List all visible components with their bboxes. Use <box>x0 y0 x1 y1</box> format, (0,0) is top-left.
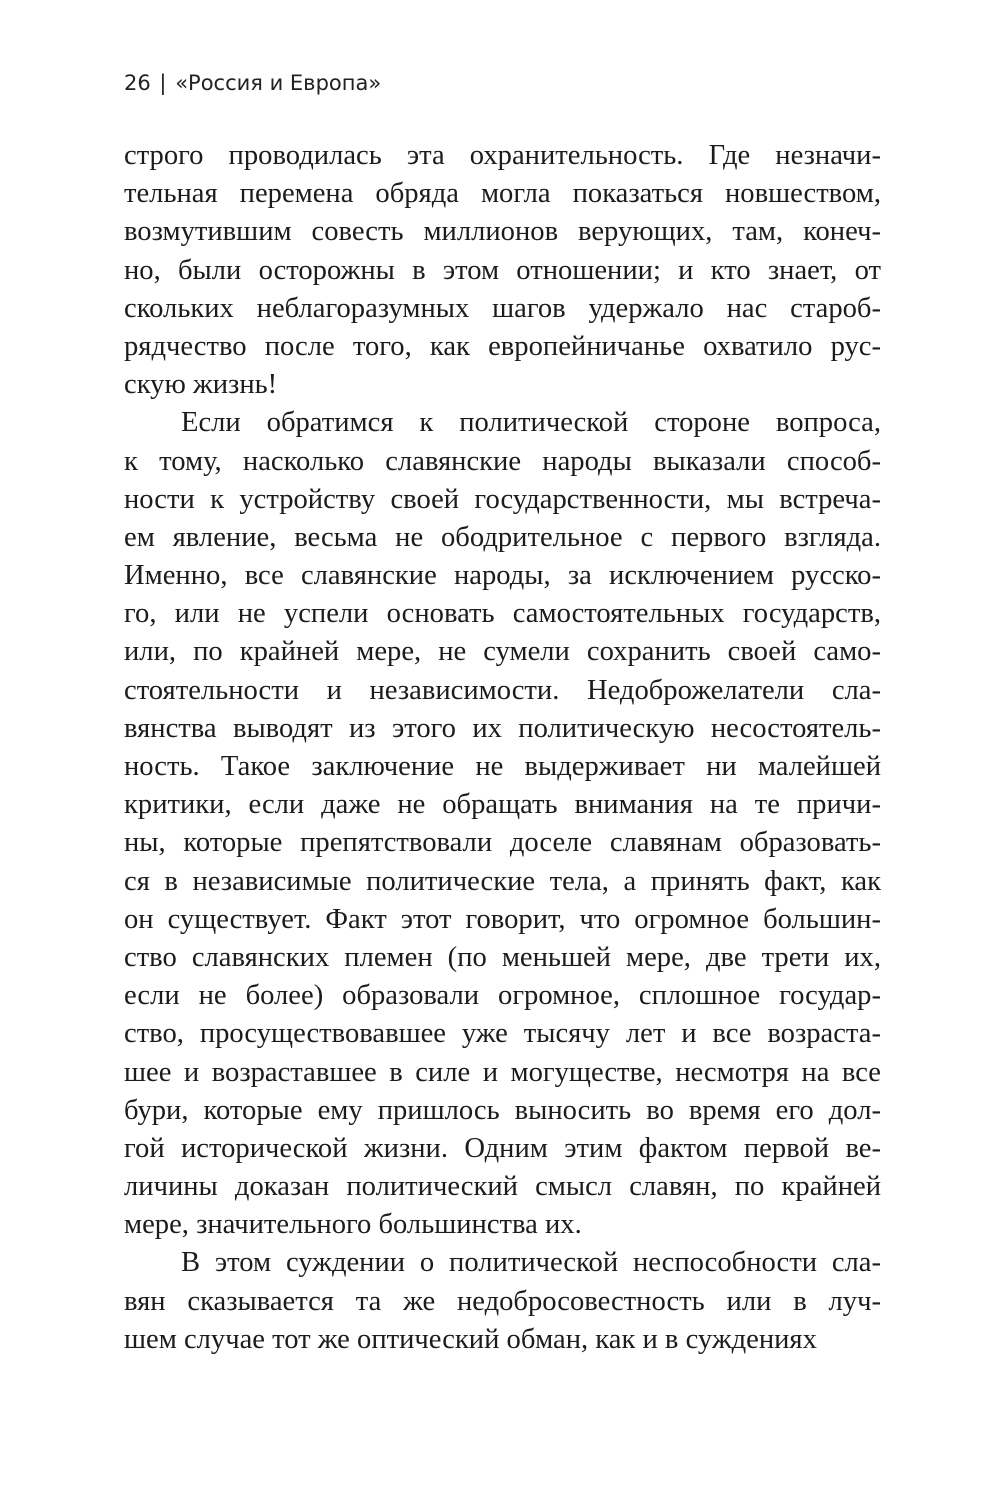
text-line: ны, которые препятствовали доселе славянам образовать- <box>124 827 881 859</box>
text-line: В этом суждении о политической неспособности сла- <box>181 1247 881 1279</box>
text-line: вян сказывается та же недобросовестность или в луч- <box>124 1285 881 1317</box>
paragraph <box>124 404 881 1244</box>
body-text <box>124 137 881 1359</box>
text-line: критики, если даже не обращать внимания на те причи- <box>124 789 881 821</box>
text-line: скую жизнь! <box>124 369 278 401</box>
paragraph <box>124 137 881 404</box>
text-line: ность. Такое заключение не выдерживает ни малейшей <box>124 751 881 782</box>
page-number: 26 <box>124 71 151 95</box>
text-line: или, по крайней мере, не сумели сохранить своей само- <box>124 636 881 668</box>
text-line: стоятельности и независимости. Недоброжелатели сла- <box>124 674 881 706</box>
text-line: к тому, насколько славянские народы выказали способ- <box>124 445 881 477</box>
text-line: скольких неблагоразумных шагов удержало нас староб- <box>124 292 881 324</box>
text-line: если не более) образовали огромное, сплошное государ- <box>124 980 881 1012</box>
text-line: тельная перемена обряда могла показаться новшеством, <box>124 178 881 210</box>
text-line: ство славянских племен (по меньшей мере, две трети их, <box>124 941 881 973</box>
text-line: го, или не успели основать самостоятельных государств, <box>124 598 881 630</box>
text-line: он существует. Факт этот говорит, что огромное большин- <box>124 903 881 935</box>
text-line: ем явление, весьма не ободрительное с первого взгляда. <box>124 521 881 553</box>
text-line: вянства выводят из этого их политическую несостоятель- <box>124 712 881 744</box>
book-title: «Россия и Европа» <box>175 71 382 95</box>
text-line: шем случае тот же оптический обман, как и в суждениях <box>124 1323 817 1355</box>
text-line: мере, значительного большинства их. <box>124 1209 582 1241</box>
text-line: личины доказан политический смысл славян, по крайней <box>124 1171 881 1203</box>
running-header <box>124 68 381 98</box>
text-line: возмутившим совесть миллионов верующих, там, конеч- <box>124 216 881 248</box>
text-line: строго проводилась эта охранительность. Где незначи- <box>124 140 881 171</box>
text-line: ся в независимые политические тела, а принять факт, как <box>124 865 881 897</box>
text-line: ности к устройству своей государственности, мы встреча- <box>124 483 881 515</box>
text-line: гой исторической жизни. Одним этим фактом первой ве- <box>124 1132 881 1164</box>
text-line: рядчество после того, как европейничанье охватило рус- <box>124 330 881 362</box>
text-line: Именно, все славянские народы, за исключением русско- <box>124 560 881 592</box>
paragraph <box>124 1244 881 1359</box>
text-line: шее и возраставшее в силе и могуществе, несмотря на все <box>124 1056 881 1088</box>
text-line: Если обратимся к политической стороне вопроса, <box>181 407 881 439</box>
text-line: ство, просуществовавшее уже тысячу лет и все возраста- <box>124 1018 881 1050</box>
header-separator: | <box>159 71 167 95</box>
text-line: но, были осторожны в этом отношении; и кто знает, от <box>124 254 881 286</box>
text-line: бури, которые ему пришлось выносить во время его дол- <box>124 1094 881 1126</box>
